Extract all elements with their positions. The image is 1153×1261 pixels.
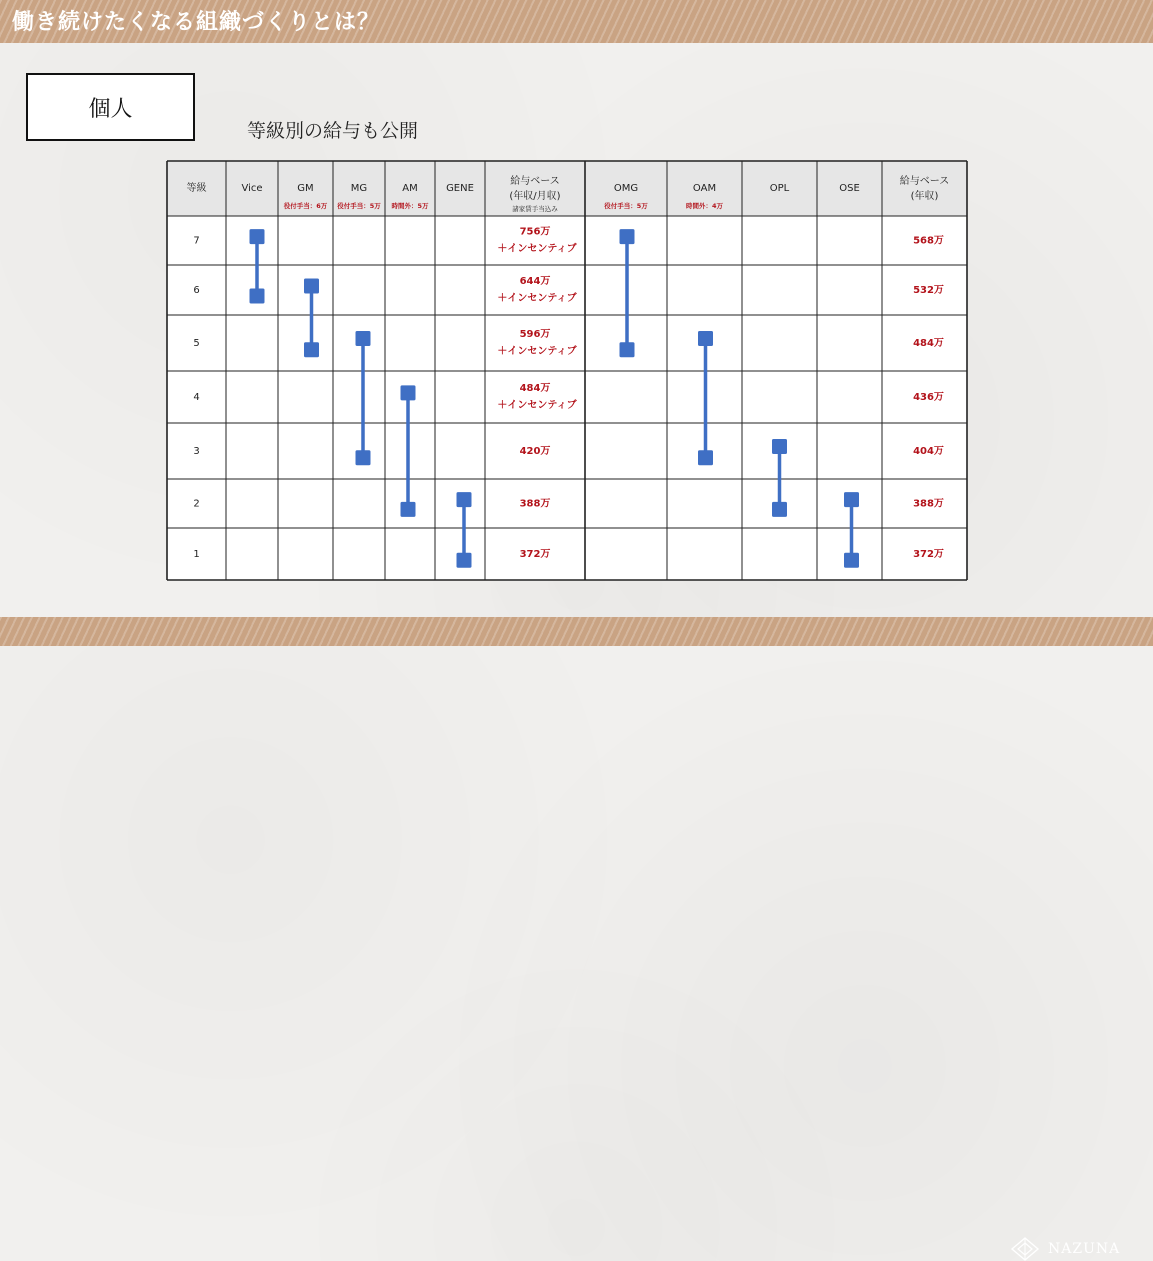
range-marker-top-omg xyxy=(620,229,635,244)
column-header-label: 給与ベース xyxy=(510,176,560,187)
range-marker-bottom-opl xyxy=(772,502,787,517)
column-header-sublabel: (年収) xyxy=(910,191,939,202)
salary-base-annual: 372万 xyxy=(913,549,944,560)
column-header-label: Vice xyxy=(241,183,263,194)
column-header-note: 時間外：4万 xyxy=(685,202,724,210)
salary-base-annual: 404万 xyxy=(913,446,944,457)
range-marker-bottom-am xyxy=(401,502,416,517)
salary-base-annual: 436万 xyxy=(913,392,944,403)
column-header-label: OSE xyxy=(839,183,860,194)
salary-base-incentive: ＋インセンティブ xyxy=(497,243,577,255)
column-header-label: MG xyxy=(350,183,368,194)
grade-label: 3 xyxy=(193,446,200,457)
salary-base-amount: 484万 xyxy=(519,383,551,394)
salary-base-amount: 596万 xyxy=(519,329,551,340)
salary-base-annual: 388万 xyxy=(913,498,944,510)
nazuna-logo-icon xyxy=(1010,1237,1040,1261)
range-marker-bottom-mg xyxy=(356,450,371,465)
range-marker-bottom-gm xyxy=(304,342,319,357)
salary-base-amount: 756万 xyxy=(519,226,551,238)
salary-base-annual: 484万 xyxy=(913,338,944,349)
column-header-sublabel: (年収/月収) xyxy=(509,191,561,202)
footer-band xyxy=(0,617,1153,1257)
column-header-label: OPL xyxy=(769,183,790,194)
column-header-note: 諸家賃手当込み xyxy=(512,205,558,213)
range-marker-bottom-oam xyxy=(698,450,713,465)
section-subtitle: 等級別の給与も公開 xyxy=(247,120,419,142)
column-header-note: 時間外：5万 xyxy=(391,202,429,210)
salary-base-incentive: ＋インセンティブ xyxy=(497,400,577,411)
grade-label: 4 xyxy=(193,392,200,403)
range-marker-bottom-gene xyxy=(457,553,472,568)
range-marker-top-vice xyxy=(250,229,265,244)
salary-base-annual: 532万 xyxy=(913,285,944,296)
range-marker-bottom-omg xyxy=(620,342,635,357)
grade-label: 7 xyxy=(193,235,200,247)
grade-label: 1 xyxy=(193,549,200,560)
column-header-label: OAM xyxy=(692,183,717,194)
column-header-label: 等級 xyxy=(186,183,207,194)
range-marker-top-gm xyxy=(304,279,319,294)
column-header-note: 役付手当：5万 xyxy=(337,202,381,210)
column-header-note: 役付手当：6万 xyxy=(283,202,328,210)
range-marker-bottom-ose xyxy=(844,553,859,568)
salary-base-amount: 420万 xyxy=(519,446,551,457)
column-header-label: OMG xyxy=(613,183,639,194)
range-marker-top-opl xyxy=(772,439,787,454)
range-marker-top-mg xyxy=(356,331,371,346)
column-header-label: AM xyxy=(402,183,418,194)
brand-logo xyxy=(1010,1237,1120,1261)
salary-base-amount: 372万 xyxy=(519,549,551,560)
column-header-label: 給与ベース xyxy=(899,176,950,187)
range-marker-top-ose xyxy=(844,492,859,507)
salary-base-annual: 568万 xyxy=(913,235,944,247)
category-label: 個人 xyxy=(88,96,133,122)
grade-label: 2 xyxy=(193,498,200,510)
page-title: 働き続けたくなる組織づくりとは？ xyxy=(12,10,381,35)
column-header-note: 役付手当：5万 xyxy=(604,202,648,210)
salary-base-amount: 388万 xyxy=(519,498,551,510)
salary-base-incentive: ＋インセンティブ xyxy=(497,346,577,357)
range-marker-top-am xyxy=(401,385,416,400)
grade-label: 6 xyxy=(193,285,200,296)
grade-label: 5 xyxy=(193,338,200,349)
range-marker-top-oam xyxy=(698,331,713,346)
column-header-label: GENE xyxy=(446,183,474,194)
brand-name: NAZUNA xyxy=(1048,1241,1121,1257)
salary-base-incentive: ＋インセンティブ xyxy=(497,293,577,304)
column-header-label: GM xyxy=(297,183,314,194)
range-marker-top-gene xyxy=(457,492,472,507)
salary-base-amount: 644万 xyxy=(519,276,551,287)
range-marker-bottom-vice xyxy=(250,289,265,304)
